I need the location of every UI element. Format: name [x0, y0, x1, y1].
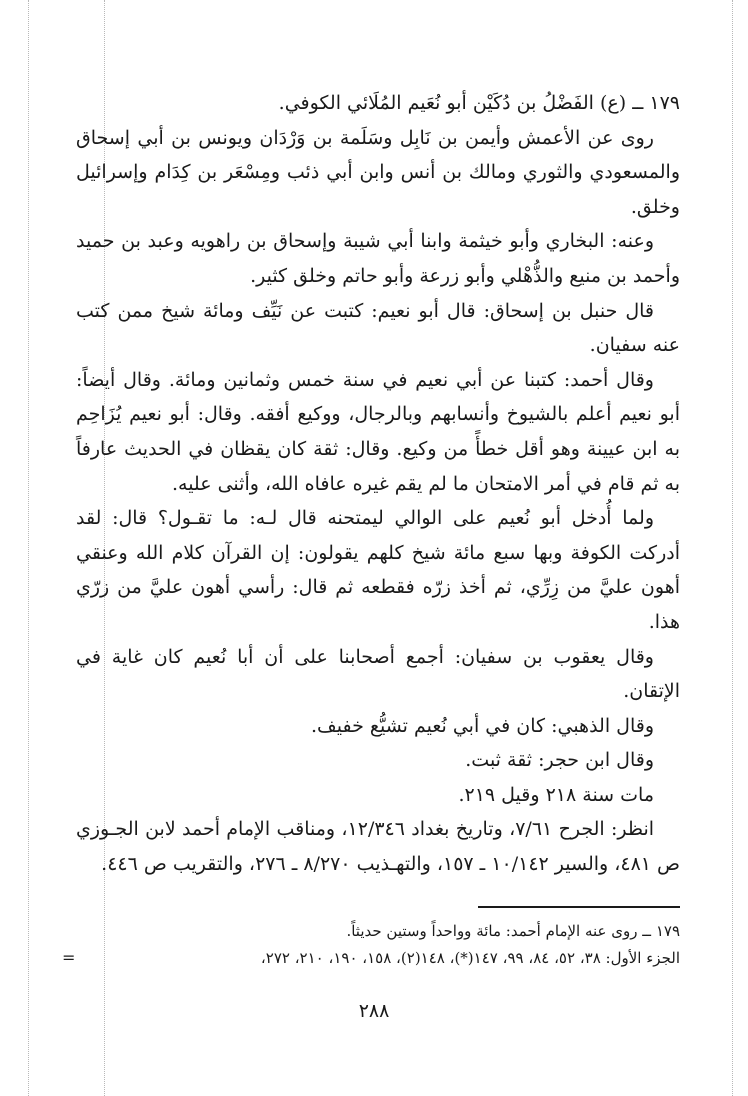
- paragraph-hanbal-quote: قال حنبل بن إسحاق: قال أبو نعيم: كتبت عن نَيِّف ومائة شيخ ممن كتب عنه سفيان.: [76, 299, 680, 357]
- footnote-line: الجزء الأول: ٣٨، ٥٢، ٨٤، ٩٩، ١٤٧(*)، ١٤٨(٢)، ١٥٨، ١٩٠، ٢١٠، ٢٧٢،: [260, 949, 680, 967]
- paragraph-ahmad-quote: وقال أحمد: كتبنا عن أبي نعيم في سنة خمس وثمانين ومائة. وقال أيضاً: أبو نعيم أعلم بالشيوخ وأنسابهم وبالرجال، ووكيع أفقه. وقال: أبو نعيم يُزَاحِم به ابن عيينة وهو أقل خطأً من وكيع. وقال: ثقة كان يقظان في الحديث عارفاً به ثم قام في أمر الامتحان ما لم يقم غيره عافاه الله، وأثنى عليه.: [76, 368, 680, 495]
- footnotes: [60, 918, 680, 972]
- paragraph-narrators: وعنه: البخاري وأبو خيثمة وابنا أبي شيبة وإسحاق بن راهويه وعبد بن حميد وأحمد بن منيع والذُّهْلي وأبو زرعة وأبو حاتم وخلق كثير.: [76, 230, 680, 287]
- entry-heading: ١٧٩ ــ (ع) الفَضْلُ بن دُكَيْن أبو نُعَيم المُلَائي الكوفي.: [278, 92, 680, 114]
- paragraph-yaqub-quote: وقال يعقوب بن سفيان: أجمع أصحابنا على أن أبا نُعيم كان غاية في الإتقان.: [76, 645, 680, 703]
- footnote-line: ١٧٩ ــ روى عنه الإمام أحمد: مائة وواحداً وستين حديثاً.: [346, 922, 680, 940]
- paragraph-references: انظر: الجرح ٧/٦١، وتاريخ بغداد ١٢/٣٤٦، ومناقب الإمام أحمد لابن الجـوزي ص ٤٨١، والسير ١٠/١٤٢ ـ ١٥٧، والتهـذيب ٨/٢٧٠ ـ ٢٧٦، والتقريب ص ٤٤٦.: [76, 818, 680, 876]
- paragraph-inquisition: ولما أُدخل أبو نُعيم على الوالي ليمتحنه قال لـه: ما تقـول؟ قال: لقد أدركت الكوفة وبها سبع مائة شيخ كلهم يقولون: إن القرآن كلام الله وعنقي أهون عليَّ من زِرِّي، ثم أخذ زرّه فقطعه ثم قال: رأسي أهون عليَّ من زرّي هذا.: [76, 507, 680, 633]
- entry-body: [76, 86, 680, 882]
- page-number: ٢٨٨: [358, 1000, 390, 1022]
- paragraph-ibn-hajar-quote: وقال ابن حجر: ثقة ثبت.: [465, 749, 654, 772]
- margin-guide-line: [28, 0, 29, 1096]
- margin-guide-line: [732, 0, 733, 1096]
- paragraph-dhahabi-quote: وقال الذهبي: كان في أبي نُعيم تشيُّع خفيف.: [311, 714, 654, 737]
- paragraph-death-date: مات سنة ٢١٨ وقيل ٢١٩.: [458, 783, 654, 806]
- paragraph-narrated-from: روى عن الأعمش وأيمن بن نَابِل وسَلَمة بن وَرْدَان ويونس بن أبي إسحاق والمسعودي والثوري ومالك بن أنس وابن أبي ذئب ومِسْعَر بن كِدَام وإسرائيل وخلق.: [76, 126, 680, 218]
- continuation-mark: =: [62, 948, 76, 967]
- footnote-separator: [478, 906, 680, 908]
